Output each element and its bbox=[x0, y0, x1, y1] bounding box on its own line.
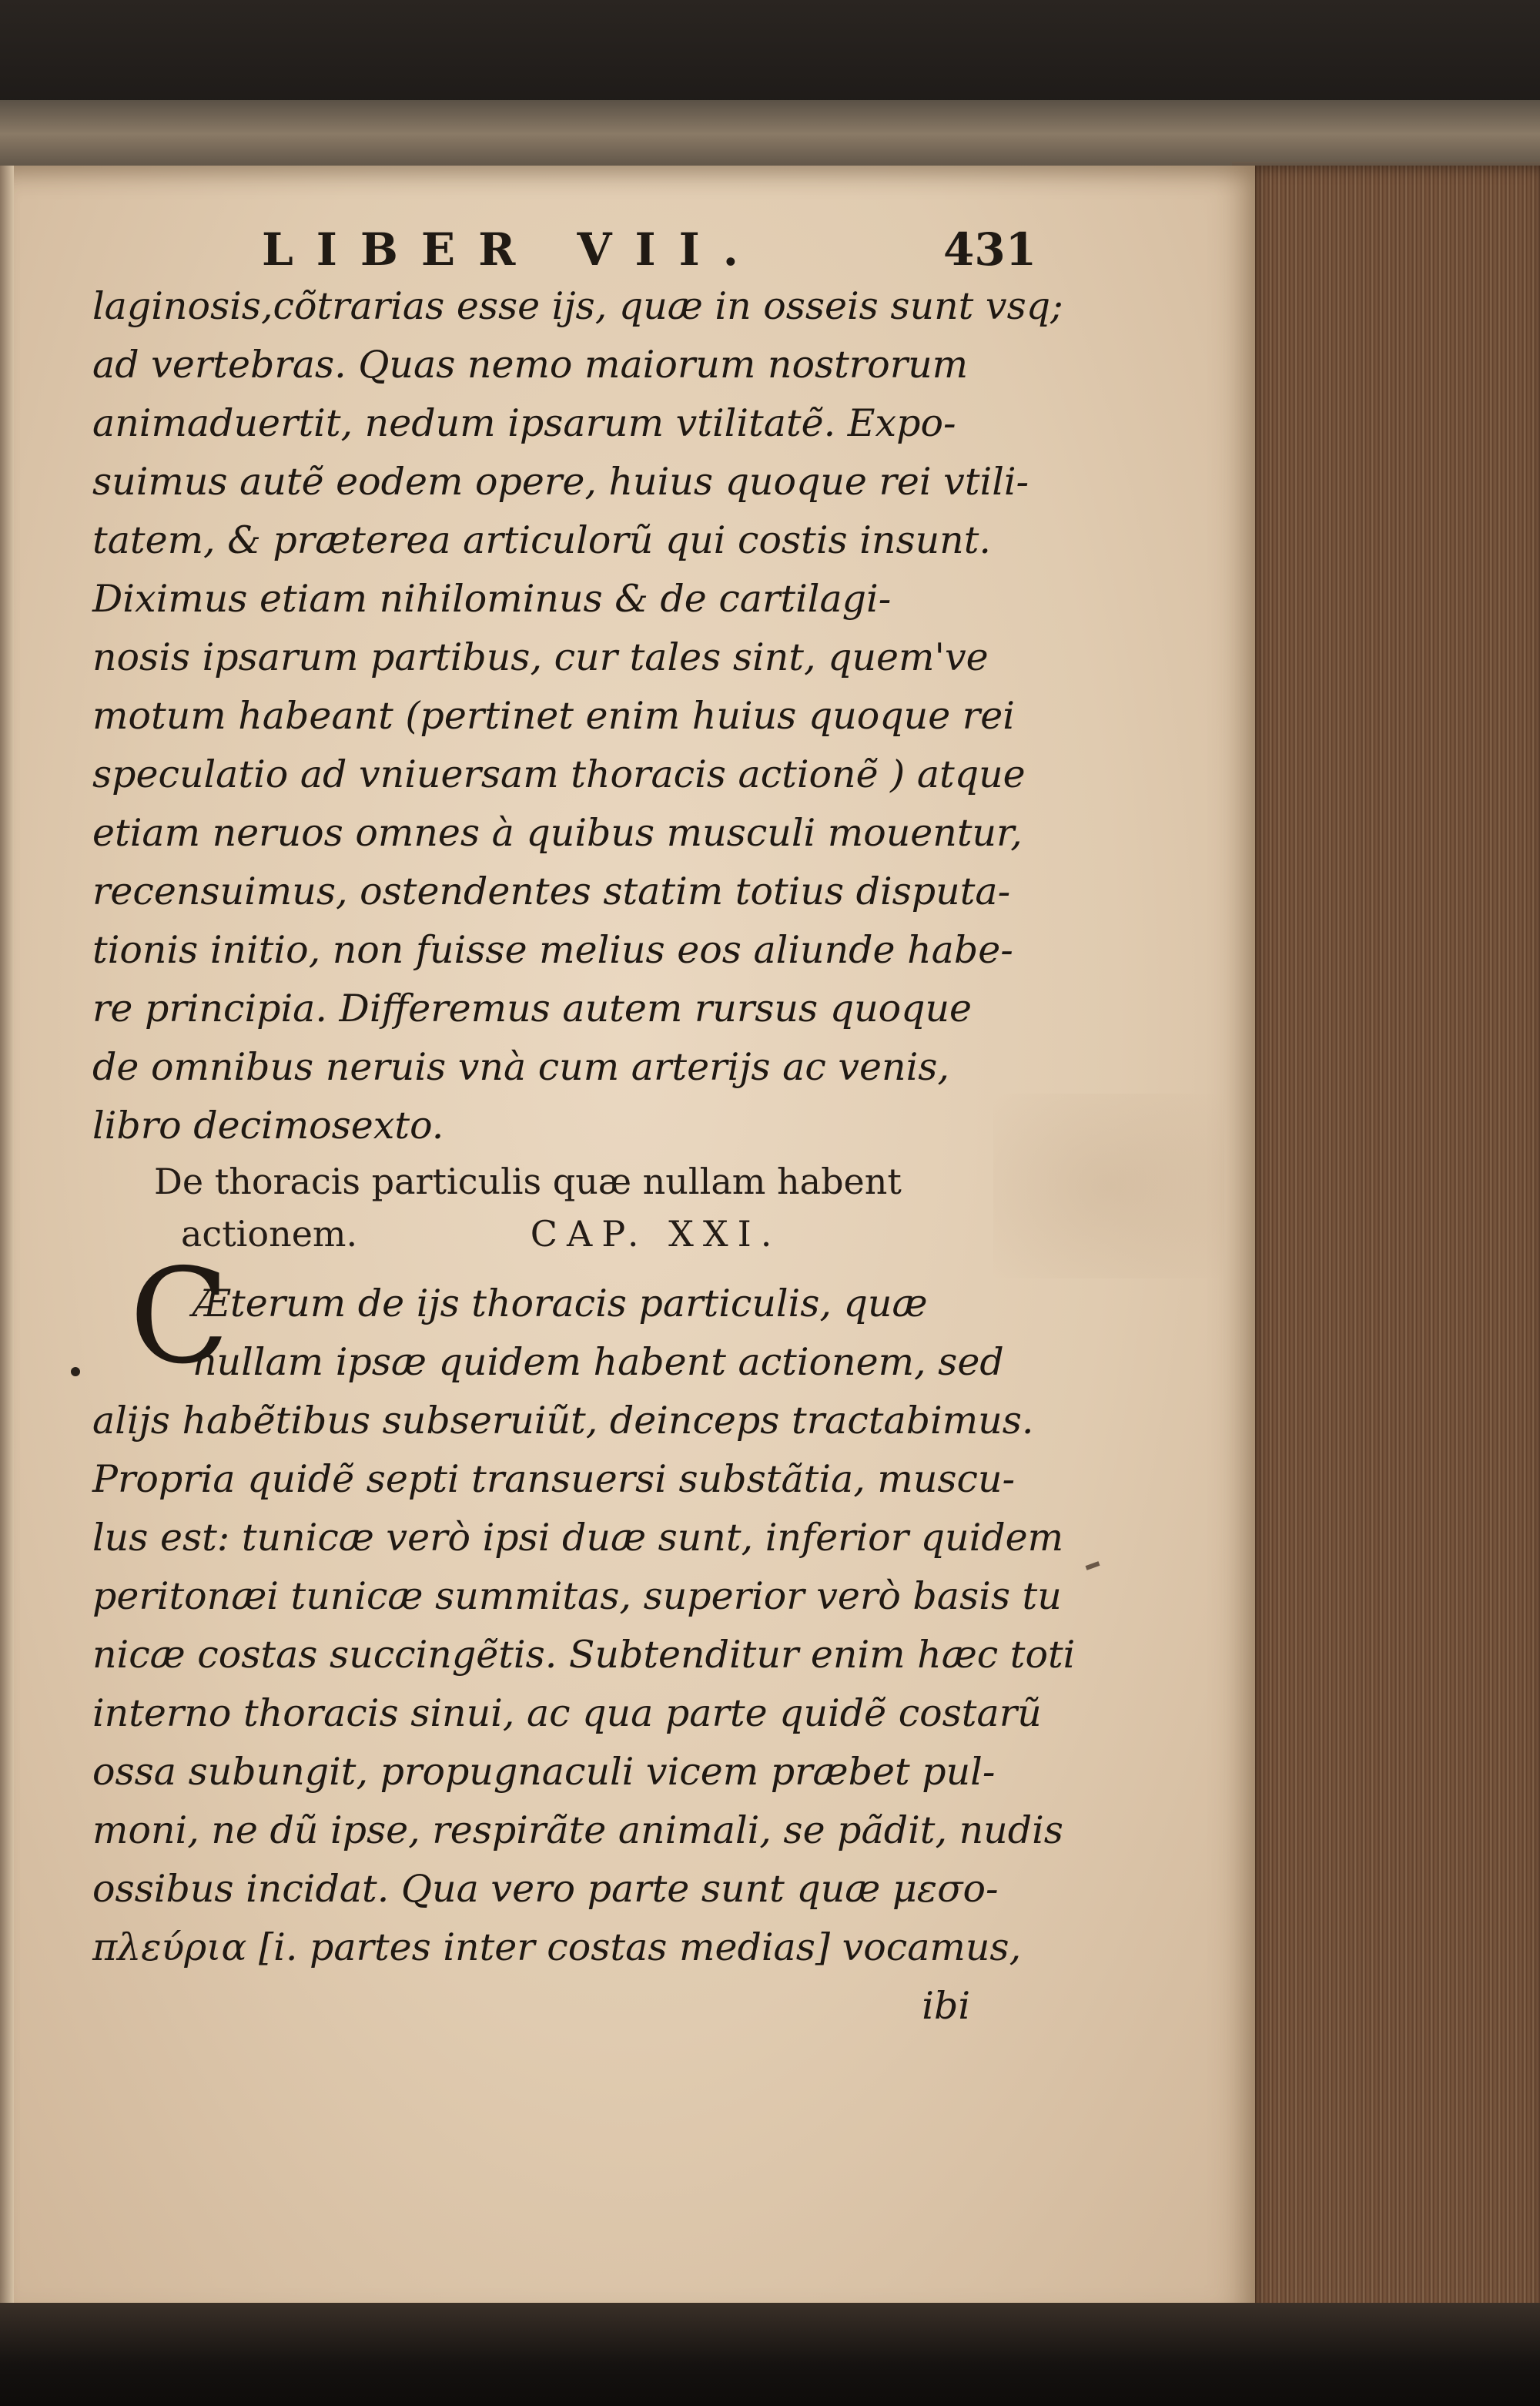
body-line: re principia. Differemus autem rursus quoque bbox=[92, 987, 973, 1030]
chapter-line: ossibus incidat. Qua vero parte sunt quæ μεσο- bbox=[92, 1867, 999, 1911]
ink-bleed bbox=[993, 1094, 1224, 1278]
body-line: de omnibus neruis vnà cum arterijs ac venis, bbox=[92, 1045, 949, 1089]
body-line: nosis ipsarum partibus, cur tales sint, quem've bbox=[92, 635, 989, 679]
chapter-line: nullam ipsæ quidem habent actionem, sed bbox=[192, 1340, 1004, 1384]
chapter-line: nicæ costas succingẽtis. Subtenditur enim hæc toti bbox=[92, 1633, 1076, 1677]
page-bottom-shadow bbox=[0, 2303, 1540, 2406]
body-line: libro decimosexto. bbox=[92, 1104, 444, 1148]
body-line: tatem, & præterea articulorũ qui costis insunt. bbox=[92, 518, 991, 562]
margin-dot bbox=[71, 1367, 80, 1376]
body-line: recensuimus, ostendentes statim totius disputa- bbox=[92, 870, 1011, 913]
chapter-line: interno thoracis sinui, ac qua parte quidẽ costarũ bbox=[92, 1691, 1042, 1735]
chapter-line: moni, ne dũ ipse, respirãte animali, se pãdit, nudis bbox=[92, 1808, 1063, 1852]
body-line: ad vertebras. Quas nemo maiorum nostrorum bbox=[92, 343, 969, 387]
body-line: suimus autẽ eodem opere, huius quoque rei vtili- bbox=[92, 460, 1029, 504]
chapter-line: Æterum de ijs thoracis particulis, quæ bbox=[192, 1282, 928, 1325]
body-line: laginosis,cõtrarias esse ijs, quæ in osseis sunt vsq; bbox=[92, 284, 1063, 328]
chapter-text bbox=[92, 1275, 1076, 2036]
page-number: 431 bbox=[943, 223, 1037, 276]
chapter-heading-word: actionem. bbox=[181, 1213, 358, 1255]
chapter-line: lus est: tunicæ verò ipsi duæ sunt, inferior quidem bbox=[92, 1516, 1064, 1560]
chapter-heading-line-2 bbox=[154, 1208, 955, 1260]
body-line: etiam neruos omnes à quibus musculi mouentur, bbox=[92, 811, 1023, 855]
chapter-line: πλεύρια [i. partes inter costas medias] vocamus, bbox=[92, 1925, 1022, 1969]
gutter-edge bbox=[0, 166, 14, 2322]
running-head: LIBER VII. bbox=[262, 223, 762, 276]
body-line: animaduertit, nedum ipsarum vtilitatẽ. Expo- bbox=[92, 401, 956, 445]
drop-initial: C bbox=[129, 1241, 230, 1393]
body-line: tionis initio, non fuisse melius eos aliunde habe- bbox=[92, 928, 1013, 972]
chapter-heading bbox=[154, 1155, 955, 1260]
body-line: speculatio ad vniuersam thoracis actionẽ ) atque bbox=[92, 752, 1026, 796]
book-fore-edge bbox=[1247, 166, 1540, 2322]
chapter-number: CAP. XXI. bbox=[530, 1213, 782, 1255]
catchword: ibi bbox=[922, 1984, 970, 2028]
chapter-line: ossa subungit, propugnaculi vicem præbet pul- bbox=[92, 1750, 996, 1794]
chapter-line: peritonæi tunicæ summitas, superior verò basis tu bbox=[92, 1574, 1062, 1618]
body-text bbox=[92, 277, 1063, 1155]
body-line: Diximus etiam nihilominus & de cartilagi- bbox=[92, 577, 892, 621]
chapter-line: alijs habẽtibus subseruiũt, deinceps tractabimus. bbox=[92, 1399, 1034, 1443]
chapter-heading-line-1: De thoracis particulis quæ nullam habent bbox=[154, 1161, 902, 1202]
chapter-line: Propria quidẽ septi transuersi substãtia, muscu- bbox=[92, 1457, 1016, 1501]
body-line: motum habeant (pertinet enim huius quoque rei bbox=[92, 694, 1015, 738]
